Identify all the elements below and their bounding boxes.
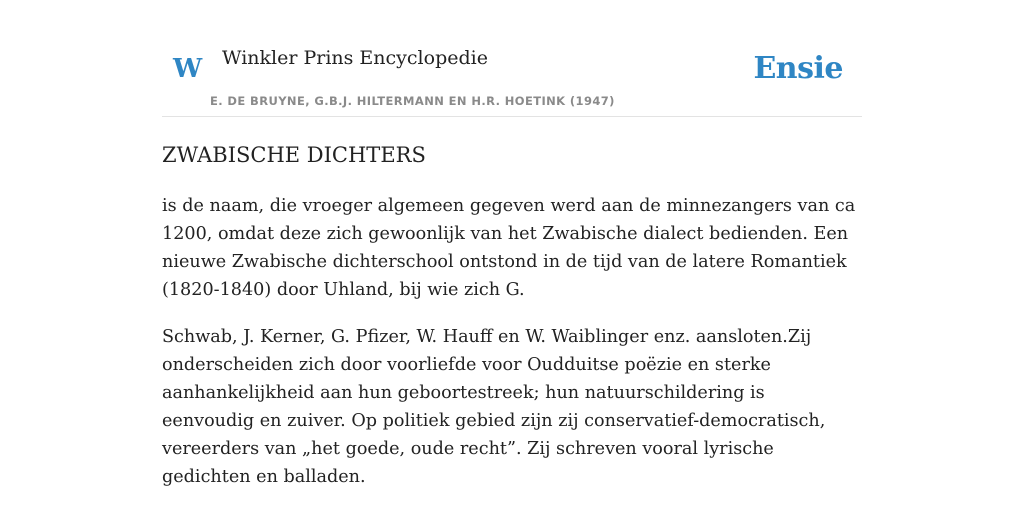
page-header	[162, 0, 862, 117]
authors-line: E. DE BRUYNE, G.B.J. HILTERMANN EN H.R. HOETINK (1947)	[210, 94, 615, 108]
entry-body	[162, 192, 862, 510]
entry-title: ZWABISCHE DICHTERS	[162, 143, 426, 167]
entry-paragraph-1: is de naam, die vroeger algemeen gegeven werd aan de minnezangers van ca 1200, omdat deze zich gewoonlijk van het Zwabische dialect bedienden. Een nieuwe Zwabische dichterschool ontstond in de tijd van de latere Romantiek (1820-1840) door Uhland, bij wie zich G.	[162, 196, 856, 300]
site-title[interactable]: Winkler Prins Encyclopedie	[222, 47, 488, 69]
winkler-prins-logo[interactable]: W	[173, 54, 203, 84]
entry-paragraph-2: Schwab, J. Kerner, G. Pfizer, W. Hauff en W. Waiblinger enz. aansloten.Zij onderscheiden zich door voorliefde voor Oudduitse poëzie en sterke aanhankelijkheid aan hun geboortestreek; hun natuurschildering is eenvoudig en zuiver. Op politiek gebied zijn zij conservatief-democratisch, vereerders van „het goede, oude recht”. Zij schreven vooral lyrische gedichten en balladen.	[162, 327, 826, 487]
ensie-logo[interactable]: Ensie	[753, 51, 843, 86]
